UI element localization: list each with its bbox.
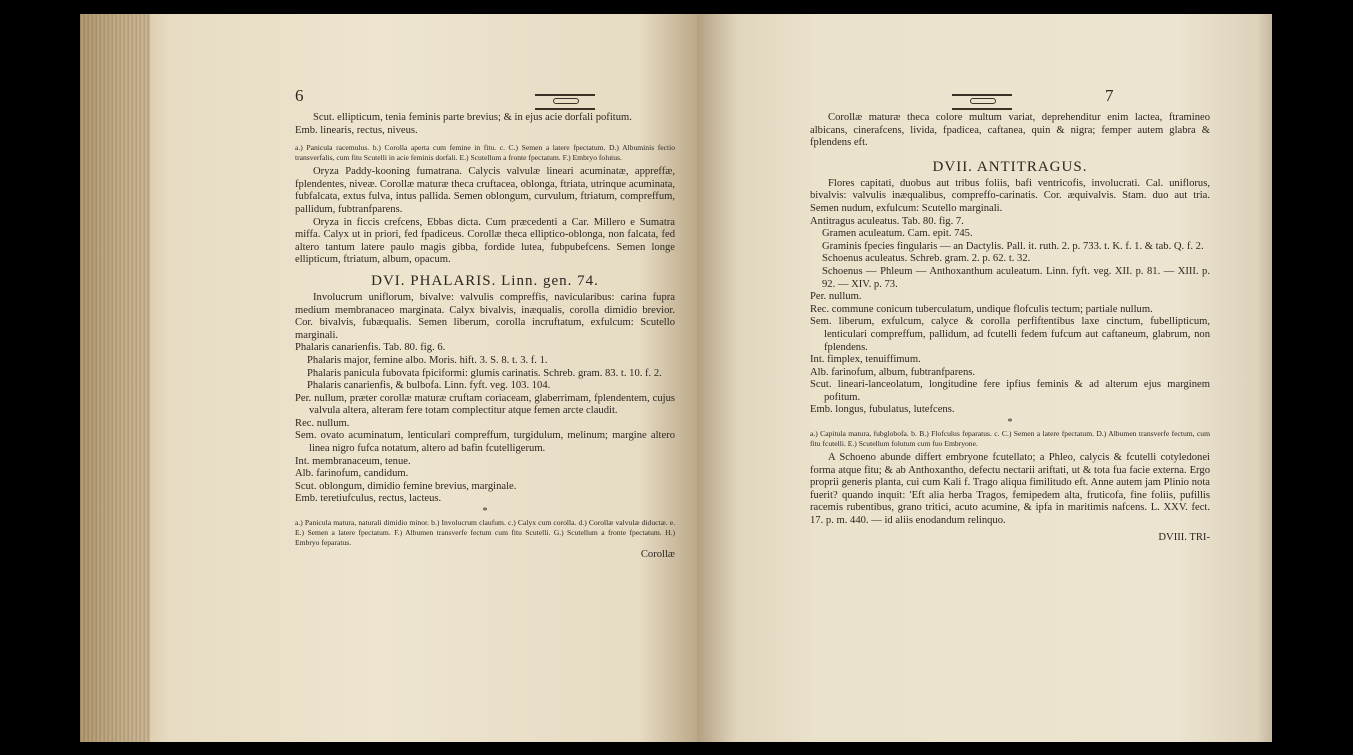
character-line: Rec. nullum.	[295, 417, 350, 429]
synonym-line: Schoenus aculeatus. Schreb. gram. 2. p. 62. t. 32.	[822, 253, 1031, 265]
character-line: Alb. farinofum, album, fubtranfparens.	[810, 366, 976, 378]
catchword: Corollæ	[640, 549, 675, 561]
character-line: Emb. teretiufculus, rectus, lacteus.	[295, 493, 442, 505]
synonym-line: Phalaris major, femine albo. Moris. hift. 3. S. 8. t. 3. f. 1.	[307, 354, 548, 366]
character-line: Int. membranaceum, tenue.	[295, 455, 411, 467]
open-book	[80, 14, 1272, 742]
right-text-block	[810, 90, 1210, 545]
paragraph: Oryza Paddy-kooning fumatrana. Calycis valvulæ lineari acuminatæ, appreffæ, fplendentes, niveæ. Corollæ maturæ theca cruftacea, oblonga, ftriata, utrinque acuminata, fubfalcata, extus fulva, intus pallida. Semen oblongum, curvulum, ftriatum, compreffum, pallidum, fubtranfparens.	[295, 166, 675, 215]
page-edge-stack	[80, 14, 150, 742]
paragraph: Oryza in ficcis crefcens, Ebbas dicta. Cum præcedenti a Car. Millero e Sumatra miffa. Calyx ut in priori, fed fpadiceus. Corollæ theca elliptico-oblonga, non falcata, fed altero tantum latere paulo magis gibba, fordide lutea, fubpubefcens. Semen longe ellipticum, ftriatum, album, opacum.	[295, 216, 675, 266]
text-line: Emb. linearis, rectus, niveus.	[295, 124, 418, 136]
right-page	[697, 14, 1272, 742]
text-line: Scut. ellipticum, tenia feminis parte brevius; & in ejus acie dorfali pofitum.	[313, 112, 632, 123]
species-line: Antitragus aculeatus. Tab. 80. fig. 7.	[810, 215, 964, 227]
figure-note: a.) Capitula matura, fubglobofa. b. B.) Flofculus feparatus. c. C.) Semen a latere fpectatum. D.) Albumen transverfe fectum, cum fitu fcutelli. E.) Scutellum folutum cum fuo Embryone.	[810, 429, 1210, 449]
separator-star: *	[1007, 417, 1013, 429]
synonym-line: Schoenus — Phleum — Anthoxanthum aculeatum. Linn. fyft. veg. XII. p. 81. — XIII. p. 92. — XIV. p. 73.	[822, 265, 1210, 290]
character-line: Per. nullum, præter corollæ maturæ cruftam coriaceam, glaberrimam, fplendentem, cujus valvula altera, alteram fere totam complectitur atque femen arcte claudit.	[295, 392, 675, 417]
character-line: Int. fimplex, tenuiffimum.	[810, 354, 921, 366]
figure-note: a.) Panicula matura, naturali dimidio minor. b.) Involucrum claufum. c.) Calyx cum corolla. d.) Corollæ valvulæ diductæ. e. E.) Semen a latere fpectatum. F.) Albumen transverfe fectum cum fitu Scutelli. G.) Scutellum a fronte fpectatum. H.) Embryo feparatus.	[295, 518, 675, 548]
left-text-block	[295, 90, 675, 562]
species-line: Phalaris canarienfis. Tab. 80. fig. 6.	[295, 342, 446, 354]
character-line: Sem. ovato acuminatum, lenticulari compreffum, turgidulum, melinum; margine altero linea nigro fufca notatum, altero ad bafin fcutelligerum.	[295, 430, 675, 455]
character-line: Scut. oblongum, dimidio femine brevius, marginale.	[295, 480, 517, 492]
character-line: Scut. lineari-lanceolatum, longitudine fere ipfius feminis & ad alterum ejus marginem pofitum.	[810, 379, 1210, 403]
page-number: 6	[295, 86, 304, 105]
section-heading: DVI. PHALARIS. Linn. gen. 74.	[371, 272, 599, 289]
character-line: Sem. liberum, exfulcum, calyce & corolla perfiftentibus laxe cinctum, fubellipticum, lenticulari compreffum, pallidum, ad fcutelli fedem fufcum aut caftaneum, glabrum, non fplendens.	[810, 316, 1210, 353]
paragraph: Corollæ maturæ theca colore multum variat, deprehenditur enim lactea, ftramineo albicans, cinerafcens, livida, fpadicea, caftanea, quin & nigra; femper autem glabra & fplendens eft.	[810, 112, 1210, 149]
catchword: DVIII. TRI-	[1158, 531, 1210, 543]
paragraph: Flores capitati, duobus aut tribus foliis, bafi ventricofis, involucrati. Cal. uniflorus, bivalvis: valvulis inæqualibus, compreffo-carinatis. Cor. æquivalvis. Stam. duo aut tria. Semen nudum, exfulcum: Scutello marginali.	[810, 177, 1210, 214]
section-heading: DVII. ANTITRAGUS.	[932, 158, 1088, 175]
synonym-line: Phalaris panicula fubovata fpiciformi: glumis carinatis. Schreb. gram. 83. t. 10. f. 2.	[307, 367, 662, 379]
left-page	[80, 14, 697, 742]
synonym-line: Gramen aculeatum. Cam. epit. 745.	[822, 228, 973, 240]
synonym-line: Phalaris canarienfis, & bulbofa. Linn. fyft. veg. 103. 104.	[307, 380, 551, 392]
synonym-line: Graminis fpecies fingularis — an Dactylis. Pall. it. ruth. 2. p. 733. t. K. f. 1. & tab. Q. f. 2.	[822, 240, 1204, 252]
character-line: Rec. commune conicum tuberculatum, undique flofculis tectum; partiale nullum.	[810, 303, 1153, 315]
character-line: Alb. farinofum, candidum.	[295, 468, 409, 480]
page-number: 7	[1105, 86, 1114, 105]
character-line: Per. nullum.	[810, 291, 862, 303]
separator-star: *	[482, 506, 488, 518]
paragraph: Involucrum uniflorum, bivalve: valvulis compreffis, navicularibus: carina fupra medium membranaceo marginata. Calyx bivalvis, inæqualis, corolla dimidio brevior. Cor. bivalvis, fubæqualis. Semen liberum, corolla incruftatum, exfulcum: Scutello marginali.	[295, 291, 675, 341]
figure-note: a.) Panicula racemulus. b.) Corolla aperta cum femine in fitu. c. C.) Semen a latere fpectatum. D.) Albuminis fectio transverfalis, cum fitu Scutelli in acie feminis dorfali. E.) Scutellum a fronte fpectatum. F.) Embryo folutus.	[295, 143, 675, 163]
paragraph: A Schoeno abunde differt embryone fcutellato; a Phleo, calycis & fcutelli cotyledonei forma atque fitu; & ab Anthoxantho, defectu nectarii ariftati, ut & tota fua facie externa. Ergo proprii generis planta, cui cum Kali f. Trago aliqua fimilitudo eft. Anne autem jam Plinio nota fuerit? quando inquit: 'Eft alia herba Tragos, femipedem alta, fruticofa, fine foliis, pufillis racemis rubentibus, grano tritici, acuto acumine, & ipfa in maritimis nafcens. L. XXV. fect. 17. p. m. 440. — id aliis enodandum relinquo.	[810, 452, 1210, 527]
character-line: Emb. longus, fubulatus, lutefcens.	[810, 404, 955, 416]
